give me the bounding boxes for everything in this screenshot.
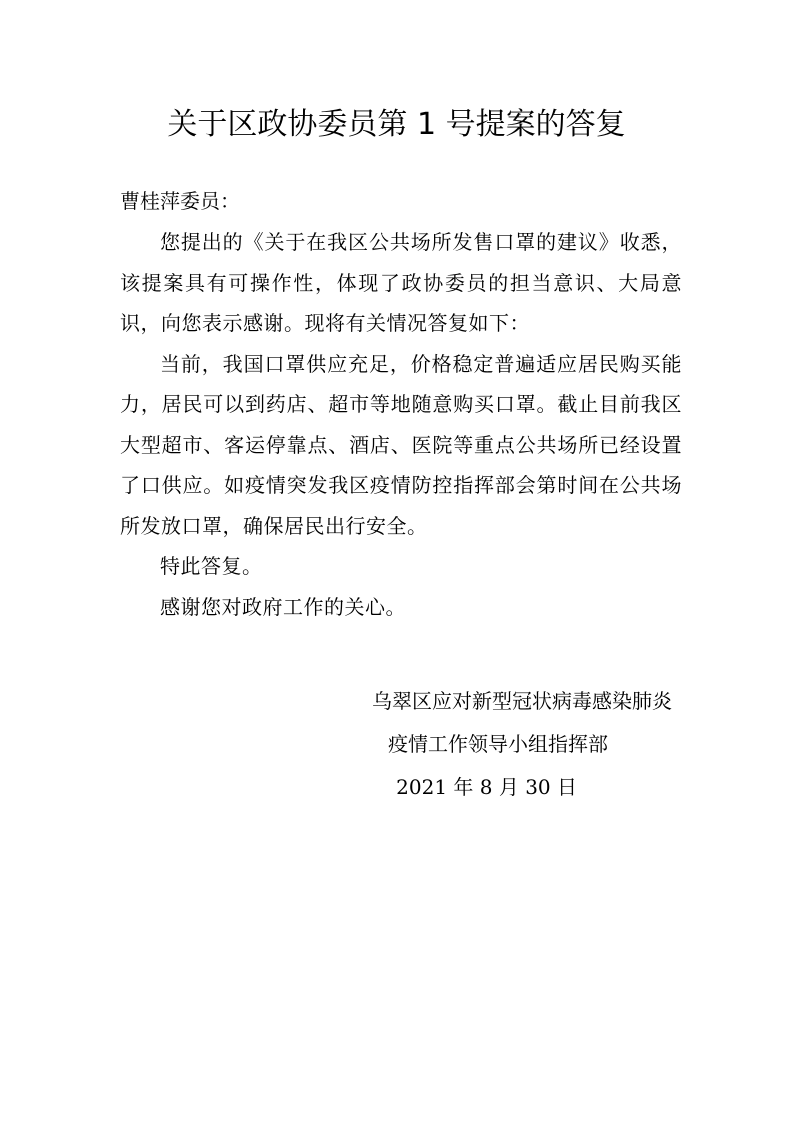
- document-body: [120, 222, 682, 627]
- paragraph-thanks: 感谢您对政府工作的关心。: [160, 594, 406, 619]
- salutation: 曹桂萍委员：: [120, 189, 240, 213]
- paragraph-closing: 特此答复。: [160, 554, 263, 578]
- document-title: 关于区政协委员第 1 号提案的答复: [167, 107, 626, 142]
- signature-date: 2021 年 8 月 30 日: [396, 775, 577, 799]
- signature-org-line1: 乌翠区应对新型冠状病毒感染肺炎: [372, 689, 672, 713]
- paragraph-situation: 当前，我国口罩供应充足，价格稳定普遍适应居民购买能力，居民可以到药店、超市等地随意购买口罩。截止目前我区大型超市、客运停靠点、酒店、医院等重点公共场所已经设置了口供应。如疫情突发我区疫情防控指挥部会第时间在公共场所发放口罩，确保居民出行安全。: [120, 351, 682, 538]
- paragraph-intro: 您提出的《关于在我区公共场所发售口罩的建议》收悉，该提案具有可操作性，体现了政协委员的担当意识、大局意识，向您表示感谢。现将有关情况答复如下：: [120, 230, 682, 335]
- signature-org-line2: 疫情工作领导小组指挥部: [388, 732, 608, 756]
